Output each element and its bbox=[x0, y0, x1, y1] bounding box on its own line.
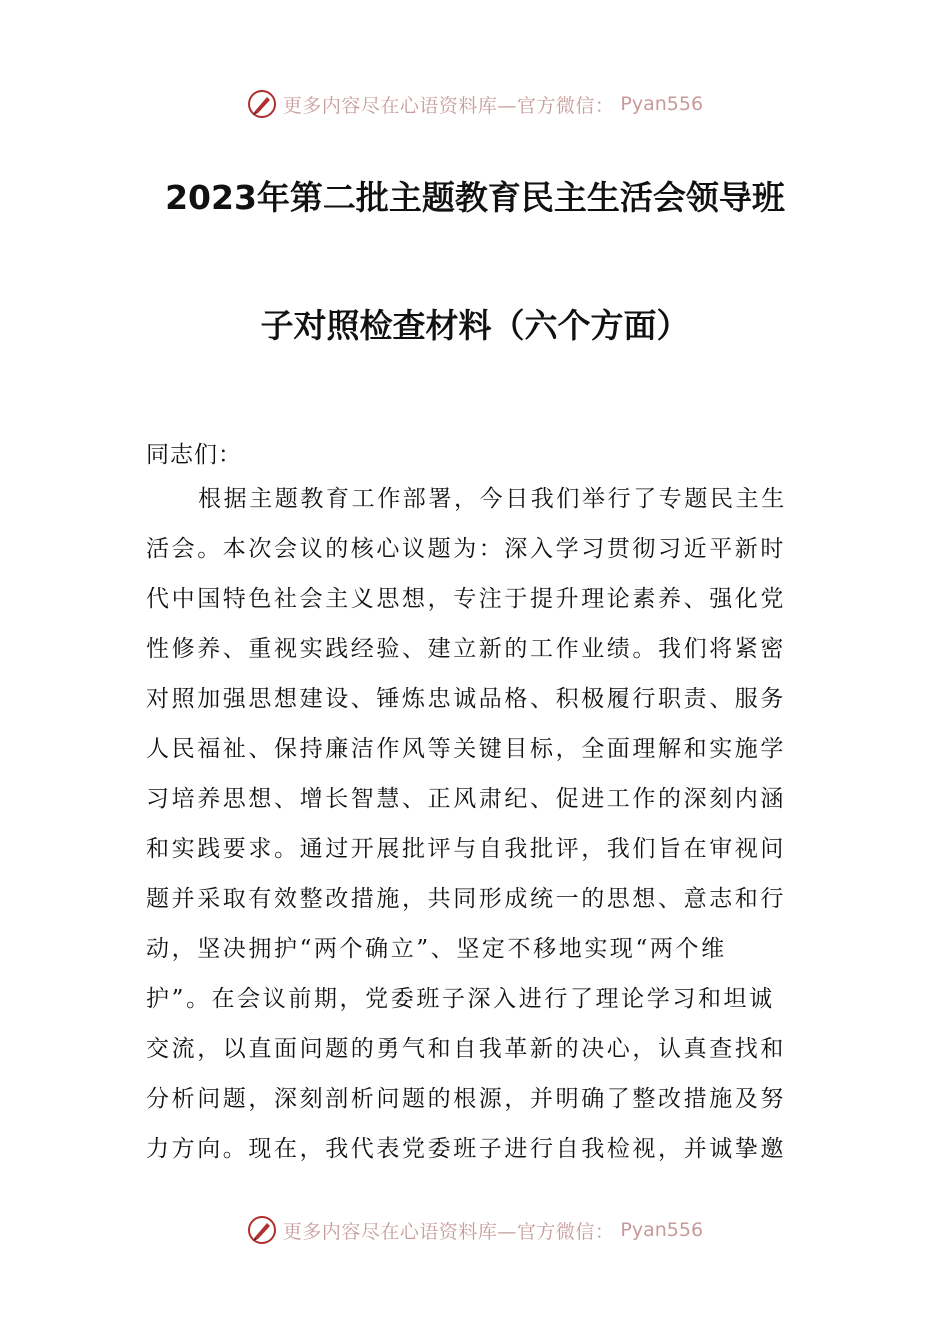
watermark-contact: Pyan556 bbox=[620, 1219, 704, 1241]
watermark-text: 更多内容尽在心语资料库—官方微信： bbox=[282, 1220, 615, 1243]
document-title-line-1: 2023年第二批主题教育民主生活会领导班 bbox=[165, 178, 785, 217]
document-title-line-2: 子对照检查材料（六个方面） bbox=[260, 306, 690, 345]
header-watermark bbox=[0, 84, 950, 124]
body-line: 和实践要求。通过开展批评与自我批评，我们旨在审视问 bbox=[146, 836, 786, 862]
watermark-contact: Pyan556 bbox=[620, 93, 704, 115]
body-line: 交流，以直面问题的勇气和自我革新的决心，认真查找和 bbox=[146, 1036, 786, 1062]
body-line: 题并采取有效整改措施，共同形成统一的思想、意志和行 bbox=[146, 886, 786, 912]
body-line: 活会。本次会议的核心议题为：深入学习贯彻习近平新时 bbox=[146, 536, 786, 562]
body-line: 动，坚决拥护“两个确立”、坚定不移地实现“两个维 bbox=[146, 936, 727, 962]
body-line: 人民福祉、保持廉洁作风等关键目标，全面理解和实施学 bbox=[146, 736, 786, 762]
body-line: 对照加强思想建设、锤炼忠诚品格、积极履行职责、服务 bbox=[146, 686, 786, 712]
pen-logo-icon bbox=[247, 89, 277, 119]
body-line: 分析问题，深刻剖析问题的根源，并明确了整改措施及努 bbox=[146, 1086, 786, 1112]
watermark-text: 更多内容尽在心语资料库—官方微信： bbox=[282, 94, 615, 117]
body-line: 代中国特色社会主义思想，专注于提升理论素养、强化党 bbox=[146, 586, 786, 612]
body-line: 性修养、重视实践经验、建立新的工作业绩。我们将紧密 bbox=[146, 636, 786, 662]
body-line: 力方向。现在，我代表党委班子进行自我检视，并诚挚邀 bbox=[146, 1136, 786, 1162]
salutation: 同志们： bbox=[146, 442, 242, 468]
footer-watermark bbox=[0, 1210, 950, 1250]
body-line: 习培养思想、增长智慧、正风肃纪、促进工作的深刻内涵 bbox=[146, 786, 786, 812]
body-line: 根据主题教育工作部署，今日我们举行了专题民主生 bbox=[198, 486, 787, 512]
pen-logo-icon bbox=[247, 1215, 277, 1245]
body-line: 护”。在会议前期，党委班子深入进行了理论学习和坦诚 bbox=[146, 986, 775, 1012]
